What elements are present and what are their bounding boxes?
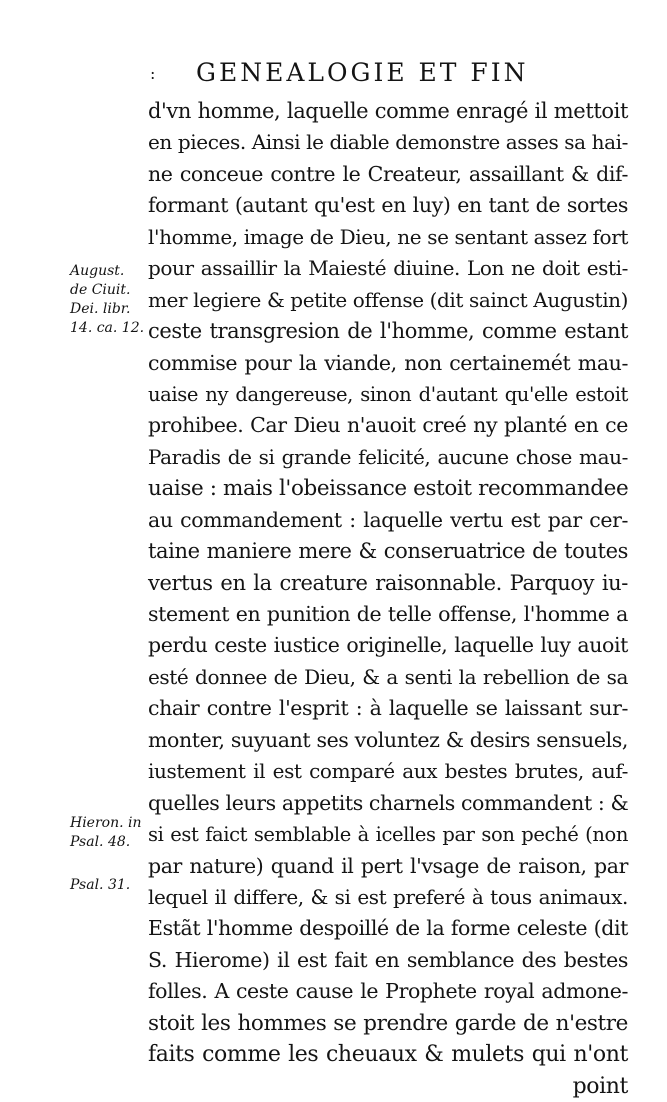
text-line: au commandement : laquelle vertu est par cer-: [148, 507, 628, 532]
text-line: pour assaillir la Maiesté diuine. Lon ne doit esti-: [148, 256, 628, 281]
margin-note-psalm: [70, 876, 150, 895]
margin-note-line: August.: [70, 263, 125, 279]
text-line: monter, suyuant ses voluntez & desirs sensuels,: [148, 727, 628, 752]
text-line: chair contre l'esprit : à laquelle se laissant sur-: [148, 696, 628, 721]
text-line: perdu ceste iustice originelle, laquelle luy auoit: [148, 633, 628, 658]
text-line: mer legiere & petite offense (dit sainct Augustin): [148, 287, 629, 312]
text-line: lequel il differe, & si est preferé à tous animaux.: [148, 884, 628, 909]
text-line: quelles leurs appetits charnels commandent : &: [148, 790, 629, 815]
text-line: prohibee. Car Dieu n'auoit creé ny planté en ce: [148, 413, 628, 438]
text-line: si est faict semblable à icelles par son peché (non: [148, 823, 628, 847]
catchword: point: [572, 1073, 628, 1099]
text-line: faits comme les cheuaux & mulets qui n'ont: [148, 1042, 628, 1068]
text-line: stoit les hommes se prendre garde de n'estre: [148, 1010, 628, 1036]
text-line: Estãt l'homme despoillé de la forme celeste (dit: [148, 916, 628, 941]
text-line: stement en punition de telle offense, l'homme a: [148, 602, 628, 626]
margin-note-line: de Ciuit.: [70, 282, 131, 298]
margin-note-augustin: [70, 262, 150, 338]
text-line: taine maniere mere & conseruatrice de toutes: [148, 539, 628, 564]
text-line: folles. A ceste cause le Prophete royal admone-: [148, 979, 628, 1004]
text-line: uaise ny dangereuse, sinon d'autant qu'elle estoit: [148, 382, 628, 406]
text-line: ceste transgresion de l'homme, comme estant: [148, 319, 628, 344]
text-line: par nature) quand il pert l'vsage de raison, par: [148, 853, 628, 878]
text-line: iustement il est comparé aux bestes brutes, auf-: [148, 759, 628, 784]
text-line: uaise : mais l'obeissance estoit recommandee: [148, 476, 629, 502]
folio-mark: :: [150, 64, 156, 83]
text-line: en pieces. Ainsi le diable demonstre asses sa hai-: [148, 130, 628, 155]
margin-note-line: Dei. libr.: [70, 301, 131, 317]
running-head-title: GENEALOGIE ET FIN: [196, 58, 529, 87]
text-line: esté donnee de Dieu, & a senti la rebellion de sa: [148, 664, 628, 689]
text-line: commise pour la viande, non certainemét mau-: [148, 350, 628, 375]
text-line: S. Hierome) il est fait en semblance des bestes: [148, 947, 628, 972]
text-line: ne conceue contre le Createur, assaillant & dif-: [148, 161, 628, 186]
text-line: formant (autant qu'est en luy) en tant de sortes: [148, 193, 628, 218]
margin-note-line: 14. ca. 12.: [70, 320, 145, 336]
text-line: Paradis de si grande felicité, aucune chose mau-: [148, 444, 628, 469]
body-text: [148, 96, 628, 1102]
text-line: l'homme, image de Dieu, ne se sentant assez fort: [148, 224, 628, 249]
margin-note-line: Hieron. in: [70, 815, 142, 831]
text-line: d'vn homme, laquelle comme enragé il mettoit: [148, 99, 628, 123]
margin-note-line: Psal. 31.: [70, 877, 131, 893]
margin-note-line: Psal. 48.: [70, 834, 131, 850]
text-line: vertus en la creature raisonnable. Parquoy iu-: [148, 570, 628, 595]
running-head: [150, 58, 550, 94]
margin-note-hieronymus: [70, 814, 150, 852]
